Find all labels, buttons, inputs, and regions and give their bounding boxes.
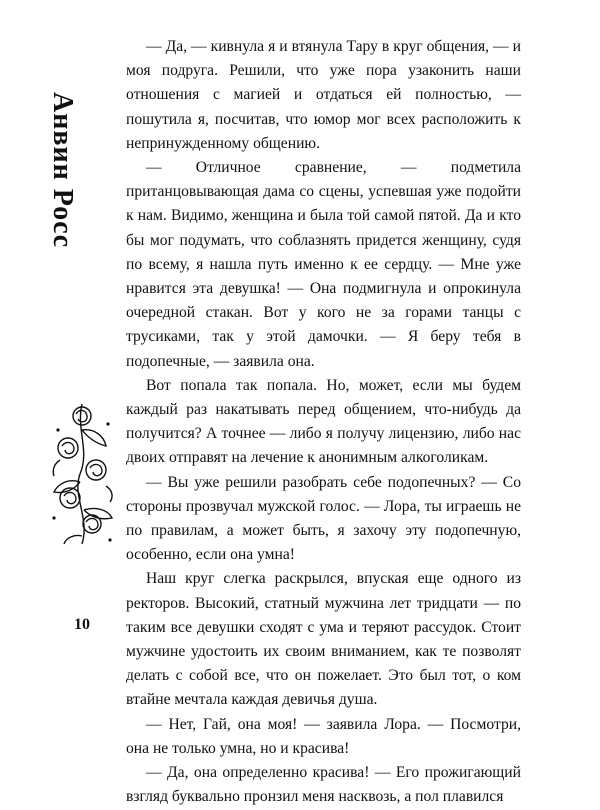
- paragraph: — Отличное сравнение, — подметила пританцовывающая дама со сцены, успевшая уже подойти к нам. Видимо, женщина и была той самой пятой. Да и кто бы мог подумать, что соблазнять придется женщину, судя по всему, я нашла путь именно к ее сердцу. — Мне уже нравится эта девушка! — Она подмигнула и опрокинула очередной стакан. Вот у кого не за горами танцы с трусиками, так у этой дамочки. — Я беру тебя в подопечные, — заявила она.: [126, 159, 521, 370]
- body-text: [126, 35, 521, 810]
- floral-ornament-icon: [46, 400, 118, 548]
- paragraph: — Нет, Гай, она моя! — заявила Лора. — Посмотри, она не только умна, но и красива!: [126, 715, 521, 757]
- paragraph: — Вы уже решили разобрать себе подопечных? — Со стороны прозвучал мужской голос. — Лора, ты играешь не по правилам, а может быть, я захочу эту подопечную, особенно, если она умна!: [126, 473, 521, 564]
- paragraph: Наш круг слегка раскрылся, впуская еще одного из ректоров. Высокий, статный мужчина лет тридцати — по таким все девушки сходят с ума и теряют рассудок. Стоит мужчине удостоить их своим вниманием, как те позволят делать с собой все, что он пожелает. Это был тот, о ком втайне мечтала каждая девичья душа.: [126, 570, 521, 709]
- author-name-vertical: Анвин Росс: [47, 92, 78, 249]
- paragraph: Вот попала так попала. Но, может, если мы будем каждый раз накатывать перед общением, что-нибудь да получится? А точнее — либо я получу лицензию, либо нас двоих отправят на лечение к анонимным алкоголикам.: [126, 376, 521, 467]
- paragraph: — Да, она определенно красива! — Его прожигающий взгляд буквально пронзил меня насквозь, а пол плавился: [126, 764, 521, 806]
- page-number: 10: [74, 616, 90, 633]
- paragraph: — Да, — кивнула я и втянула Тару в круг общения, — и моя подруга. Решили, что уже пора узаконить наши отношения с магией и отдаться ей полностью, — пошутила я, посчитав, что юмор мог всех расположить к непринужденному общению.: [126, 38, 521, 152]
